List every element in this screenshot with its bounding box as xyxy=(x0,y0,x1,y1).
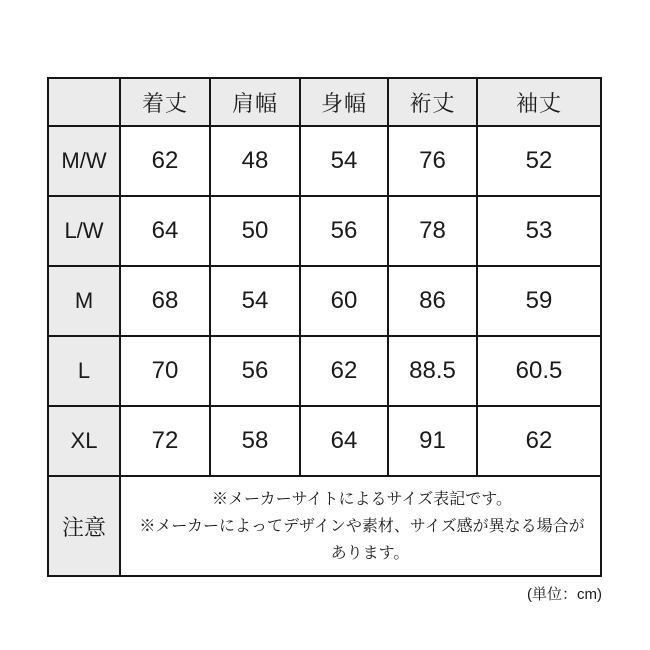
table-row xyxy=(48,336,601,406)
note-line-2: ※メーカーによってデザインや素材、サイズ感が異なる場合が xyxy=(139,517,585,535)
size-value: 54 xyxy=(300,126,388,196)
size-value: 72 xyxy=(120,406,210,476)
size-value: 91 xyxy=(388,406,477,476)
note-row xyxy=(48,476,601,576)
size-value: 70 xyxy=(120,336,210,406)
row-label: L xyxy=(48,336,120,406)
size-value: 68 xyxy=(120,266,210,336)
size-value: 48 xyxy=(210,126,300,196)
header-cell-body-width: 身幅 xyxy=(300,78,388,126)
size-value: 52 xyxy=(477,126,601,196)
size-value: 62 xyxy=(120,126,210,196)
header-cell-empty xyxy=(48,78,120,126)
unit-label: (単位：cm) xyxy=(527,586,602,603)
size-value: 58 xyxy=(210,406,300,476)
table-header-row xyxy=(48,78,601,126)
note-text xyxy=(120,476,601,576)
row-label: M/W xyxy=(48,126,120,196)
size-value: 56 xyxy=(210,336,300,406)
size-value: 64 xyxy=(300,406,388,476)
table-row xyxy=(48,406,601,476)
header-cell-body-length: 着丈 xyxy=(120,78,210,126)
size-value: 76 xyxy=(388,126,477,196)
note-label: 注意 xyxy=(48,476,120,576)
size-value: 64 xyxy=(120,196,210,266)
size-value: 86 xyxy=(388,266,477,336)
table-row xyxy=(48,196,601,266)
size-value: 60.5 xyxy=(477,336,601,406)
table-row xyxy=(48,126,601,196)
size-value: 53 xyxy=(477,196,601,266)
header-cell-shoulder-width: 肩幅 xyxy=(210,78,300,126)
row-label: L/W xyxy=(48,196,120,266)
header-cell-sleeve-length: 袖丈 xyxy=(477,78,601,126)
note-line-1: ※メーカーサイトによるサイズ表記です。 xyxy=(211,490,512,508)
size-value: 62 xyxy=(477,406,601,476)
size-value: 60 xyxy=(300,266,388,336)
row-label: XL xyxy=(48,406,120,476)
row-label: M xyxy=(48,266,120,336)
size-value: 62 xyxy=(300,336,388,406)
size-value: 54 xyxy=(210,266,300,336)
size-table xyxy=(47,77,602,577)
size-value: 59 xyxy=(477,266,601,336)
table-row xyxy=(48,266,601,336)
size-value: 56 xyxy=(300,196,388,266)
size-value: 88.5 xyxy=(388,336,477,406)
size-value: 50 xyxy=(210,196,300,266)
size-value: 78 xyxy=(388,196,477,266)
header-cell-yuki-length: 裄丈 xyxy=(388,78,477,126)
note-line-3: あります。 xyxy=(330,544,410,562)
